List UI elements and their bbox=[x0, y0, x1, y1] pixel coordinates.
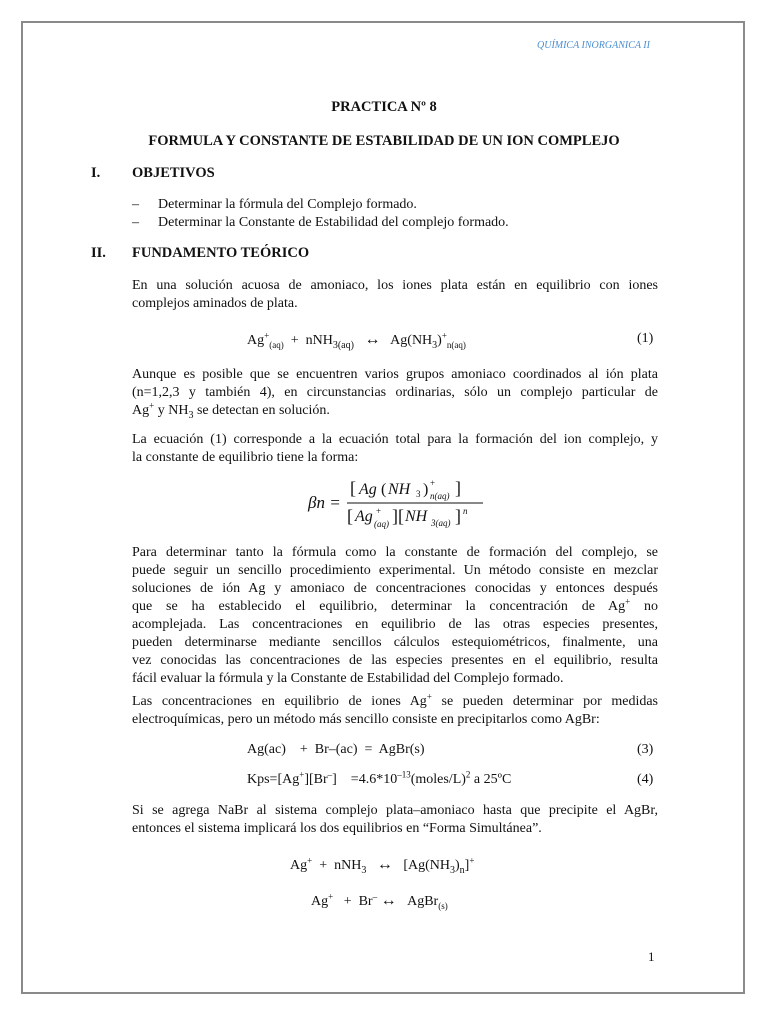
paragraph-2-line-3-text: se detectan en solución. bbox=[196, 403, 330, 418]
section-number-2: II. bbox=[91, 245, 106, 261]
equilibrium-complex: Ag+ + nNH$_3$ ↔ $[Ag(NH_3)_n]^+$ bbox=[290, 855, 475, 876]
paragraph-1-line-2: complejos aminados de plata. bbox=[132, 296, 298, 311]
paragraph-3-line-1: La ecuación (1) corresponde a la ecuación total para la formación del ion complejo, y bbox=[132, 432, 658, 447]
paragraph-5-line-1-end: se pueden determinar por medidas bbox=[441, 694, 659, 709]
svg-text:n: n bbox=[463, 506, 468, 516]
paragraph-5 bbox=[132, 693, 658, 729]
paragraph-3 bbox=[132, 431, 658, 467]
svg-text:][: ][ bbox=[392, 506, 404, 526]
paragraph-4-line-3: soluciones de ión Ag y amoniaco de concentraciones conocidas y entonces después bbox=[132, 581, 658, 596]
svg-text:]: ] bbox=[455, 506, 461, 526]
paragraph-4-line-5: acomplejada. Las concentraciones en equilibrio de las otras especies presentes, bbox=[132, 617, 658, 632]
paragraph-1-line-1: En una solución acuosa de amoniaco, los iones plata están en equilibrio con iones bbox=[132, 278, 658, 293]
page-number: 1 bbox=[648, 949, 655, 964]
paragraph-4-line-8: fácil evaluar la fórmula y la Constante de Estabilidad del Complejo formado. bbox=[132, 671, 564, 686]
practice-subject: FORMULA Y CONSTANTE DE ESTABILIDAD DE UN ION COMPLEJO bbox=[148, 133, 620, 149]
paragraph-4 bbox=[132, 544, 658, 688]
header-course: QUÍMICA INORGANICA II bbox=[537, 40, 650, 51]
paragraph-4-line-4-end: no bbox=[644, 599, 658, 614]
equation-1: $Ag^+_{(aq)} + nNH_{3(aq)}$ ↔ $Ag(NH_3)^+_{n(aq)}$ bbox=[247, 330, 466, 351]
paragraph-4-line-7: vez conocidas las concentraciones de las especies presentes en el equilibrio, resulta bbox=[132, 653, 658, 668]
equation-1-label: (1) bbox=[637, 331, 654, 346]
objective-bullet-1: – bbox=[132, 197, 139, 212]
svg-text:+: + bbox=[430, 478, 436, 488]
section-heading-objetivos: OBJETIVOS bbox=[132, 165, 215, 181]
svg-text:[: [ bbox=[350, 478, 356, 498]
equation-3-label: (3) bbox=[637, 742, 654, 757]
section-heading-fundamento: FUNDAMENTO TEÓRICO bbox=[132, 245, 310, 261]
paragraph-1 bbox=[132, 277, 658, 313]
equation-3: Ag(ac) + Br–(ac) = AgBr(s) bbox=[247, 742, 425, 757]
paragraph-2-line-1: Aunque es posible que se encuentren varios grupos amoniaco coordinados al ión plata bbox=[132, 367, 658, 382]
svg-text:(aq): (aq) bbox=[374, 519, 389, 529]
paragraph-4-line-1: Para determinar tanto la fórmula como la constante de formación del complejo, se bbox=[132, 545, 658, 560]
paragraph-4-line-4-text: que se ha establecido el equilibrio, determinar la concentración de bbox=[132, 599, 595, 614]
svg-text:[: [ bbox=[347, 506, 353, 526]
objective-item-1: Determinar la fórmula del Complejo formado. bbox=[158, 197, 417, 212]
paragraph-2 bbox=[132, 366, 658, 420]
svg-text:): ) bbox=[423, 481, 429, 498]
paragraph-2-line-3: Ag+ y $NH_3$ se detectan en solución. bbox=[132, 400, 330, 421]
svg-text:βn =: βn = bbox=[308, 493, 341, 512]
paragraph-4-line-4: que se ha establecido el equilibrio, determinar la concentración de Ag+ no bbox=[132, 596, 658, 614]
svg-text:n(aq): n(aq) bbox=[430, 491, 450, 501]
svg-text:3(aq): 3(aq) bbox=[431, 518, 451, 528]
paragraph-5-line-1-text: Las concentraciones en equilibrio de iones bbox=[132, 694, 401, 709]
paragraph-5-line-2: electroquímicas, pero un método más sencillo consiste en precipitarlos como AgBr: bbox=[132, 712, 600, 727]
svg-text:Ag: Ag bbox=[359, 481, 377, 498]
paragraph-2-line-2: (n=1,2,3 y también 4), en circunstancias ordinarias, sólo un complejo particular de bbox=[132, 385, 658, 400]
svg-text:NH: NH bbox=[405, 508, 428, 525]
practice-title: PRACTICA Nº 8 bbox=[331, 99, 437, 115]
paragraph-6 bbox=[132, 802, 658, 838]
svg-text:NH: NH bbox=[388, 481, 411, 498]
equation-4: Kps=[Ag+][Br–] $=4.6*10^{-13}(moles/L)^2$ a 25ºC bbox=[247, 769, 512, 787]
svg-text:Ag: Ag bbox=[355, 508, 373, 525]
paragraph-4-line-2: puede seguir un sencillo procedimiento experimental. Un método consiste en mezclar bbox=[132, 563, 658, 578]
paragraph-6-line-2: entonces el sistema implicará los dos equilibrios en “Forma Simultánea”. bbox=[132, 821, 542, 836]
stability-constant-formula bbox=[305, 472, 495, 532]
equation-4-label: (4) bbox=[637, 772, 654, 787]
svg-text:3: 3 bbox=[416, 489, 421, 499]
objective-bullet-2: – bbox=[132, 215, 139, 230]
paragraph-3-line-2: la constante de equilibrio tiene la forma: bbox=[132, 450, 359, 465]
objective-item-2: Determinar la Constante de Estabilidad del complejo formado. bbox=[158, 215, 509, 230]
paragraph-5-line-1: Las concentraciones en equilibrio de iones Ag+ se pueden determinar por medidas bbox=[132, 691, 659, 709]
section-number-1: I. bbox=[91, 165, 101, 181]
paragraph-6-line-1: Si se agrega NaBr al sistema complejo plata–amoniaco hasta que precipite el AgBr, bbox=[132, 803, 658, 818]
paragraph-4-line-6: pueden determinarse mediante sencillos cálculos estequiométricos, finalmente, una bbox=[132, 635, 658, 650]
svg-text:]: ] bbox=[455, 478, 461, 498]
svg-text:+: + bbox=[376, 506, 382, 516]
equilibrium-precipitate: Ag+ + Br– ↔ AgBr$_{(s)}$ bbox=[311, 891, 448, 911]
svg-text:(: ( bbox=[381, 481, 387, 498]
